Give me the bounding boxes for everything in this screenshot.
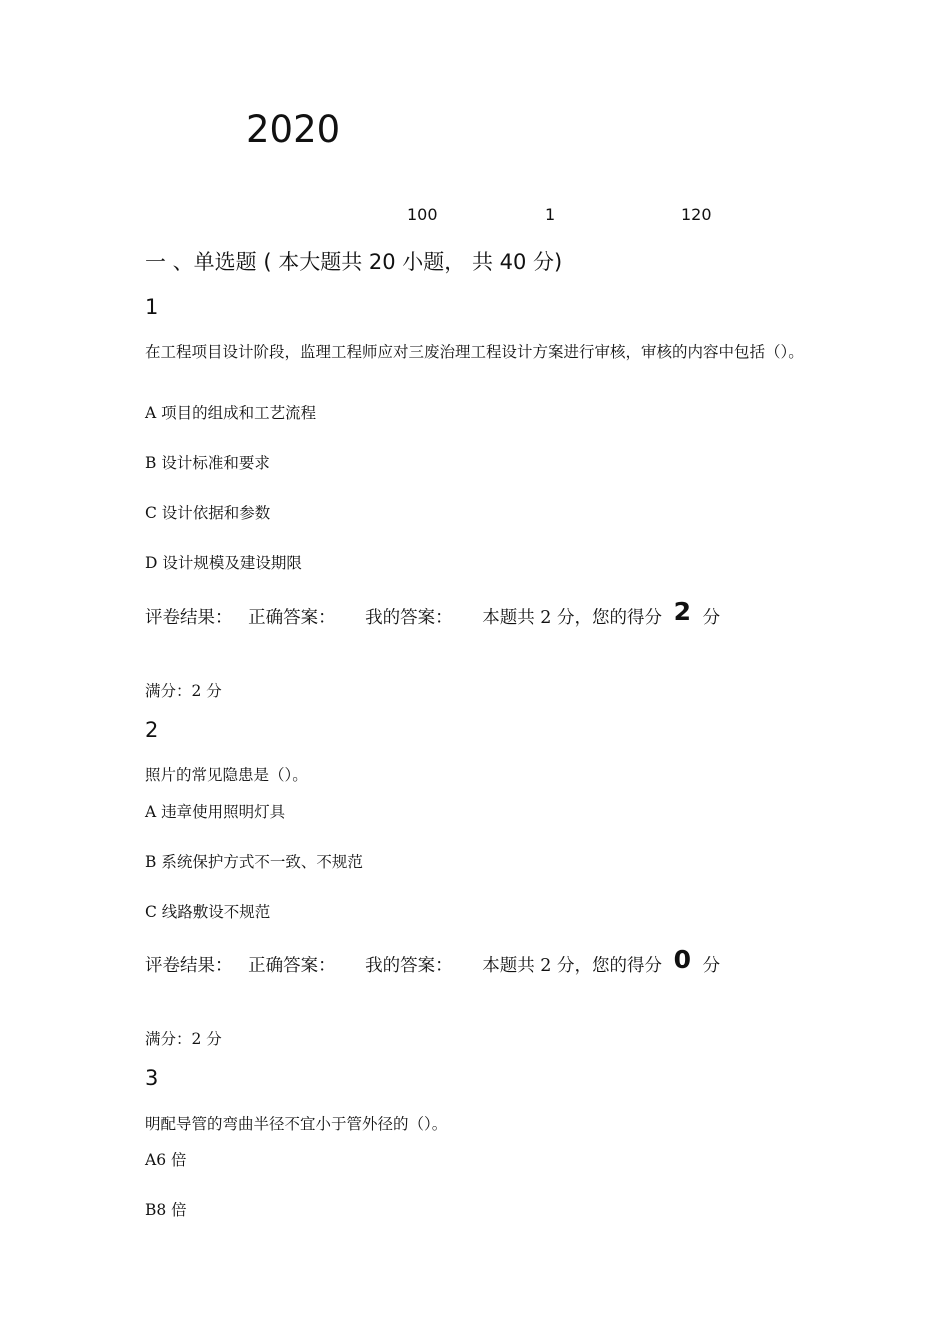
question-stem: 照片的常见隐患是（）。 bbox=[145, 766, 308, 784]
my-answer-label: 我的答案： bbox=[365, 608, 453, 628]
question-number: 1 bbox=[145, 295, 159, 319]
question-stem: 在工程项目设计阶段，监理工程师应对三废治理工程设计方案进行审核，审核的内容中包括（）。 bbox=[145, 343, 804, 361]
total-score-text: 本题共 2 分，您的得分 bbox=[482, 956, 662, 976]
grading-result bbox=[145, 597, 721, 629]
question-stem: 明配导管的弯曲半径不宜小于管外径的（）。 bbox=[145, 1115, 448, 1133]
exam-year-title: 2020 bbox=[246, 108, 341, 151]
option-b[interactable]: B 系统保护方式不一致、不规范 bbox=[145, 853, 363, 871]
result-label: 评卷结果： bbox=[145, 956, 233, 976]
result-label: 评卷结果： bbox=[145, 608, 233, 628]
correct-answer-label: 正确答案： bbox=[248, 956, 336, 976]
full-score: 满分：2 分 bbox=[145, 1030, 222, 1048]
option-a[interactable]: A 违章使用照明灯具 bbox=[145, 803, 286, 821]
option-b[interactable]: B8 倍 bbox=[145, 1201, 187, 1219]
earned-score: 0 bbox=[673, 945, 691, 974]
option-d[interactable]: D 设计规模及建设期限 bbox=[145, 554, 302, 572]
question-number: 3 bbox=[145, 1066, 159, 1090]
option-b[interactable]: B 设计标准和要求 bbox=[145, 454, 270, 472]
earned-score: 2 bbox=[673, 597, 691, 626]
full-score: 满分：2 分 bbox=[145, 682, 222, 700]
score-unit: 分 bbox=[702, 608, 721, 628]
question-number: 2 bbox=[145, 718, 159, 742]
section-heading: 一 、单选题 ( 本大题共 20 小题， 共 40 分) bbox=[145, 250, 563, 274]
grading-result bbox=[145, 945, 721, 977]
option-c[interactable]: C 线路敷设不规范 bbox=[145, 903, 271, 921]
correct-answer-label: 正确答案： bbox=[248, 608, 336, 628]
score-unit: 分 bbox=[702, 956, 721, 976]
option-c[interactable]: C 设计依据和参数 bbox=[145, 504, 271, 522]
meta-time: 120 bbox=[681, 205, 712, 224]
total-score-text: 本题共 2 分，您的得分 bbox=[482, 608, 662, 628]
my-answer-label: 我的答案： bbox=[365, 956, 453, 976]
option-a[interactable]: A 项目的组成和工艺流程 bbox=[145, 404, 317, 422]
meta-attempt: 1 bbox=[545, 205, 556, 224]
option-a[interactable]: A6 倍 bbox=[145, 1151, 187, 1169]
meta-total-score: 100 bbox=[407, 205, 438, 224]
